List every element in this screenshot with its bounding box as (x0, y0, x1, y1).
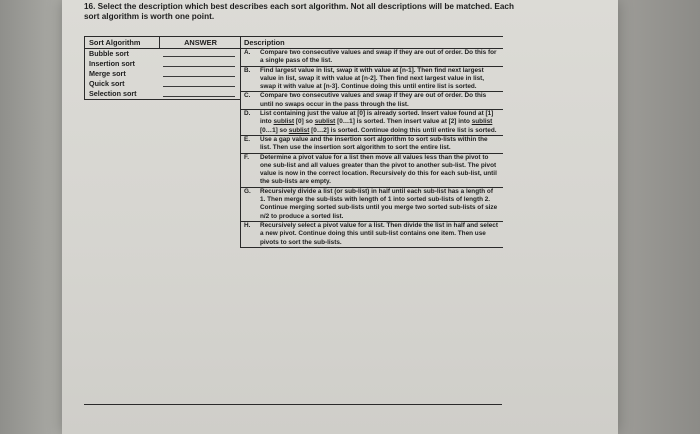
description-letter: G. (244, 187, 251, 195)
description-item-a (241, 49, 503, 67)
description-item-c (241, 92, 503, 110)
algorithm-name: Selection sort (89, 89, 137, 98)
description-item-h (241, 222, 503, 248)
algorithm-row (85, 49, 241, 59)
algorithm-row (85, 69, 241, 79)
algorithm-table-header (85, 37, 241, 49)
description-item-b (241, 67, 503, 93)
answer-blank[interactable] (163, 49, 235, 57)
sort-algorithm-header: Sort Algorithm (85, 37, 160, 48)
description-letter: F. (244, 153, 249, 161)
description-item-g (241, 188, 503, 222)
description-letter: E. (244, 135, 251, 143)
description-letter: A. (244, 49, 251, 56)
sublist-term: sublist (273, 118, 295, 126)
question-text: 16. Select the description which best describes each sort algorithm. Not all descriptions will be matched. Each sort algorithm is worth one point. (84, 2, 514, 21)
description-letter: C. (244, 92, 251, 100)
text-segment: List containing just the value at [0] is already sorted. Insert value found at [1] into (260, 110, 494, 126)
description-header: Description (241, 36, 503, 49)
description-item-e (241, 136, 503, 154)
text-segment: [0] so (294, 118, 315, 126)
algorithm-table (84, 36, 241, 100)
description-text: Determine a pivot value for a list then move all values less than the pivot to one sub-list and all values greater than the pivot to another sub-list. The pivot value is now in the correct location. Recursively do this for each sub-list, until the sub-lists are empty. (260, 153, 497, 186)
sublist-term: sublist (471, 118, 493, 126)
description-item-f (241, 154, 503, 188)
description-text: Find largest value in list, swap it with value at [n-1]. Then find next largest value in list, swap it with value at [n-2]. Then find next largest value in list, swap it with value at [n-3]. Continue doing this until entire list is sorted. (260, 66, 485, 91)
answer-blank[interactable] (163, 59, 235, 67)
description-table (240, 36, 503, 248)
answer-blank[interactable] (163, 69, 235, 77)
description-text (260, 110, 497, 134)
sublist-term: sublist (314, 118, 336, 126)
algorithm-row (85, 89, 241, 99)
algorithm-row (85, 59, 241, 69)
answer-header: ANSWER (184, 38, 217, 47)
answer-blank[interactable] (163, 79, 235, 87)
description-letter: D. (244, 110, 251, 118)
algorithm-name: Merge sort (89, 69, 126, 78)
description-text: Compare two consecutive values and swap if they are out of order. Do this for a single pass of the list. (260, 49, 497, 65)
description-text: Recursively divide a list (or sub-list) in half until each sub-list has a length of 1. Then merge the sub-lists with length of 1 into sorted sub-lists of length 2. Continue merging sorted sub-lists until you merge two sorted sub-lists of size n/2 to produce a sorted list. (260, 187, 498, 220)
text-segment: [0…1] is sorted. Then insert value at [2] into (335, 118, 472, 126)
description-text: Recursively select a pivot value for a list. Then divide the list in half and select a new pivot. Continue doing this until sub-list contains one item. Then use pivots to sort the sub-lists. (260, 221, 498, 246)
algorithm-row (85, 79, 241, 89)
table-bottom-rule (84, 404, 502, 405)
text-segment: [0…2] is sorted. Continue doing this until entire list is sorted. (309, 126, 497, 134)
text-segment: [0…1] so (260, 126, 289, 134)
answer-blank[interactable] (163, 89, 235, 97)
description-letter: B. (244, 66, 251, 74)
description-letter: H. (244, 221, 251, 229)
description-text: Use a gap value and the insertion sort algorithm to sort sub-lists within the list. Then use the insertion sort algorithm to sort the entire list. (260, 135, 488, 152)
algorithm-name: Bubble sort (89, 49, 129, 58)
algorithm-name: Quick sort (89, 79, 125, 88)
sublist-term: sublist (288, 126, 310, 134)
description-text: Compare two consecutive values and swap if they are out of order. Do this until no swaps occur in the pass through the list. (260, 92, 487, 108)
description-item-d (241, 110, 503, 136)
algorithm-name: Insertion sort (89, 59, 135, 68)
